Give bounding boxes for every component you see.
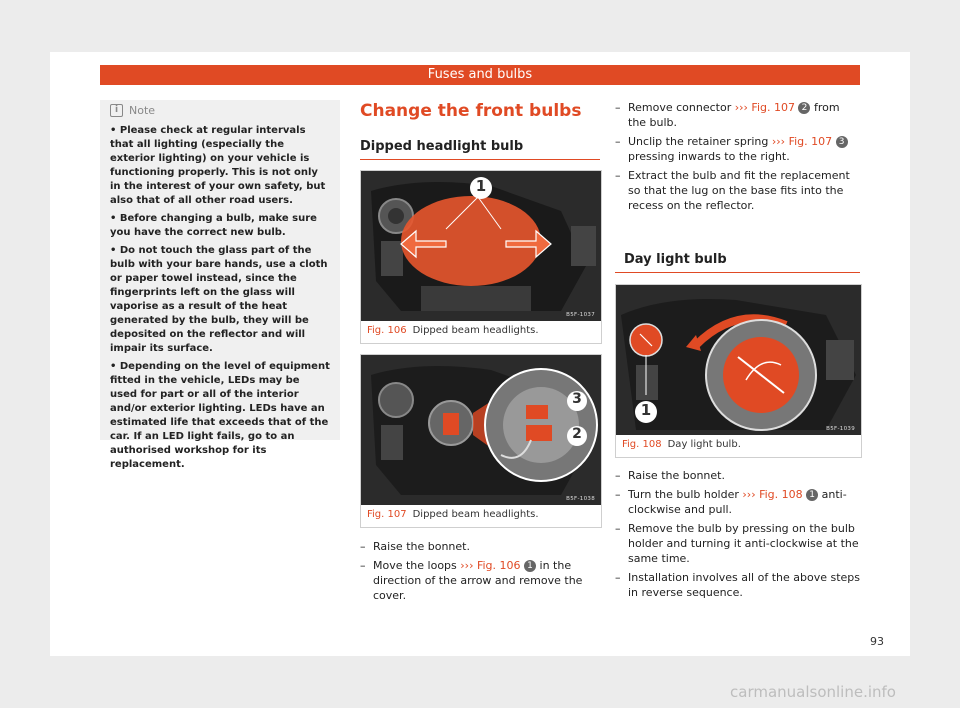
step-item: – Unclip the retainer spring ››› Fig. 107 3 pressing inwards to the right. bbox=[615, 134, 860, 164]
step-item: – Remove the bulb by pressing on the bulb holder and turning it anti-clockwise at the same time. bbox=[615, 521, 860, 566]
note-paragraph: • Please check at regular intervals that all lighting (especially the exterior lighting) on your vehicle is functioning properly. This is not only in the interest of your own safety, but also that of all other road users. bbox=[110, 125, 326, 206]
figure-link[interactable]: ››› Fig. 107 bbox=[734, 101, 795, 114]
dipped-steps-a bbox=[360, 539, 600, 607]
step-item: – Raise the bonnet. bbox=[615, 468, 860, 483]
figure-link[interactable]: ››› Fig. 108 bbox=[742, 488, 803, 501]
figure-caption bbox=[616, 435, 861, 454]
figure-link[interactable]: ››› Fig. 106 bbox=[460, 559, 521, 572]
figure-code: B5F-1037 bbox=[566, 312, 595, 318]
dipped-steps-b bbox=[615, 100, 860, 217]
note-box bbox=[100, 100, 340, 470]
step-item: – Move the loops ››› Fig. 106 1 in the direction of the arrow and remove the cover. bbox=[360, 558, 600, 603]
callout-label: 1 bbox=[640, 401, 652, 419]
figure-108 bbox=[615, 284, 862, 458]
step-item: – Extract the bulb and fit the replacement so that the lug on the base fits into the recess on the reflector. bbox=[615, 168, 860, 213]
dipped-heading: Dipped headlight bulb bbox=[360, 139, 524, 154]
figure-107 bbox=[360, 354, 602, 528]
figure-caption-text: Day light bulb. bbox=[667, 439, 741, 450]
page-title: Change the front bulbs bbox=[360, 101, 582, 121]
callout-number: 1 bbox=[806, 489, 818, 501]
figure-caption bbox=[361, 505, 601, 524]
figure-number: Fig. 108 bbox=[622, 439, 662, 450]
note-paragraph: • Depending on the level of equipment fitted in the vehicle, LEDs may be used for part or all of the interior and/or exterior lighting. LEDs have an estimated life that exceeds that of the car. If an LED light fails, go to an authorised workshop for its replacement. bbox=[110, 361, 330, 470]
figure-caption bbox=[361, 321, 601, 340]
note-paragraph: • Before changing a bulb, make sure you have the correct new bulb. bbox=[110, 213, 317, 238]
figure-code: B5F-1038 bbox=[566, 496, 595, 502]
figure-caption-text: Dipped beam headlights. bbox=[412, 509, 539, 520]
figure-link[interactable]: ››› Fig. 107 bbox=[771, 135, 833, 148]
figure-caption-text: Dipped beam headlights. bbox=[412, 325, 539, 336]
figure-number: Fig. 107 bbox=[367, 509, 407, 520]
callout-number: 3 bbox=[836, 136, 848, 148]
heading-rule bbox=[615, 272, 860, 273]
section-header: Fuses and bulbs bbox=[100, 65, 860, 85]
step-item: – Raise the bonnet. bbox=[360, 539, 600, 554]
callout-label: 2 bbox=[572, 426, 582, 442]
step-item: – Remove connector ››› Fig. 107 2 from the bulb. bbox=[615, 100, 860, 130]
callout-label: 1 bbox=[475, 177, 487, 195]
note-paragraph: • Do not touch the glass part of the bulb with your bare hands, use a cloth or paper towel instead, since the fingerprints left on the glass will vaporise as a result of the heat generated by the bulb, they will be deposited on the reflector and will impair its surface. bbox=[110, 245, 328, 354]
step-item: – Turn the bulb holder ››› Fig. 108 1 anti-clockwise and pull. bbox=[615, 487, 860, 517]
figure-code: B5F-1039 bbox=[826, 426, 855, 432]
headlight-photo-107 bbox=[361, 355, 601, 505]
callout-label: 3 bbox=[572, 391, 582, 407]
watermark: carmanualsonline.info bbox=[730, 683, 896, 701]
day-heading: Day light bulb bbox=[624, 252, 727, 267]
page-number: 93 bbox=[870, 635, 884, 648]
note-header bbox=[110, 104, 330, 117]
callout-number: 1 bbox=[524, 560, 536, 572]
figure-number: Fig. 106 bbox=[367, 325, 407, 336]
heading-rule bbox=[360, 159, 600, 160]
callout-number: 2 bbox=[798, 102, 810, 114]
step-item: – Installation involves all of the above steps in reverse sequence. bbox=[615, 570, 860, 600]
day-steps bbox=[615, 468, 860, 604]
info-icon: i bbox=[110, 104, 123, 117]
note-label: Note bbox=[129, 104, 156, 117]
figure-106 bbox=[360, 170, 602, 344]
